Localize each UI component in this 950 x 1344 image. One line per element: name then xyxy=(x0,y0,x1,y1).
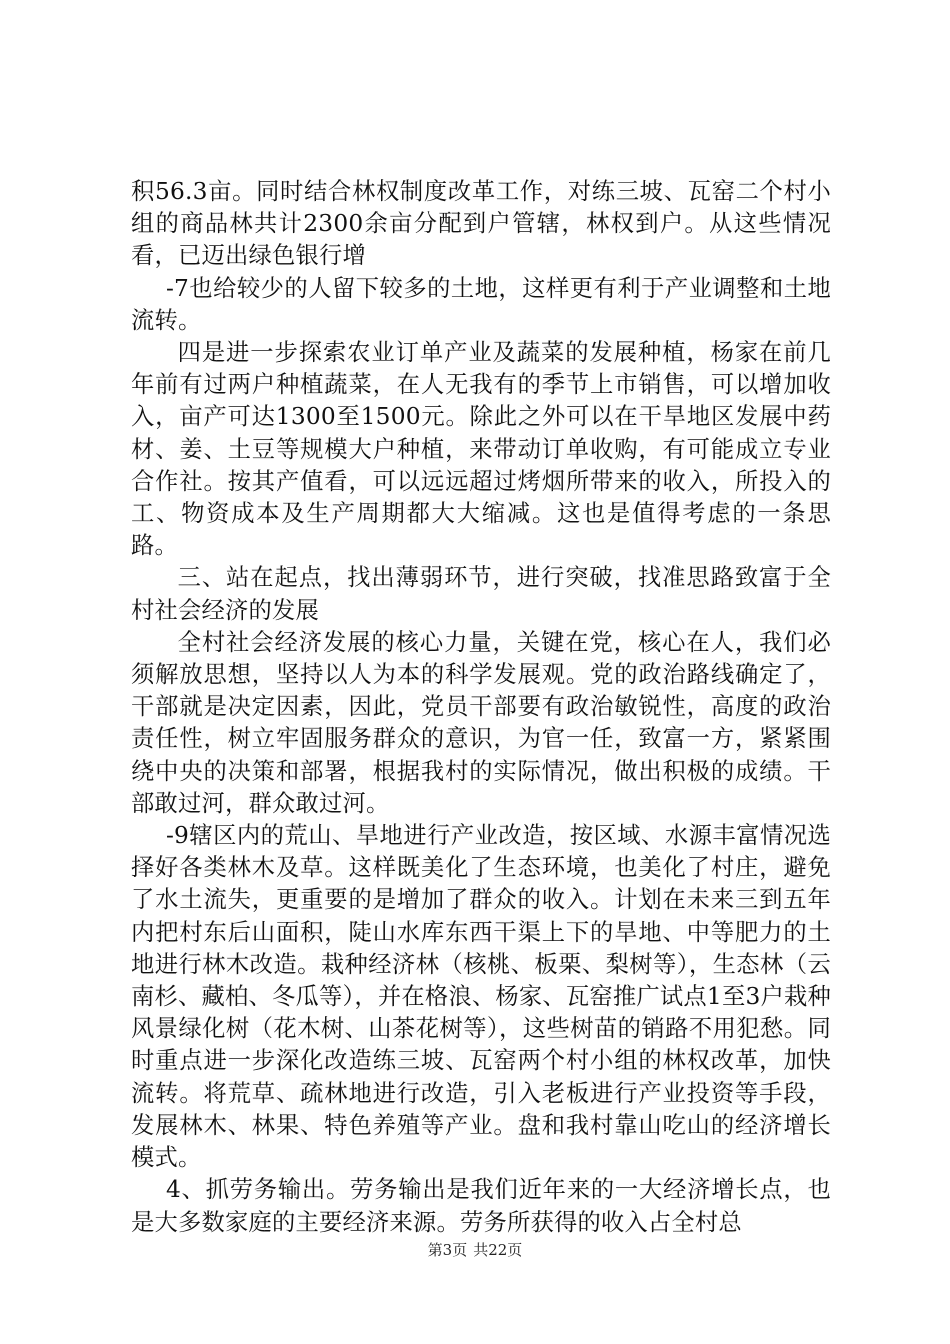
paragraph-order-farming: 四是进一步探索农业订单产业及蔬菜的发展种植，杨家在前几年前有过两户种植蔬菜，在人无我有的季节上市销售，可以增加收入，亩产可达1300至1500元。除此之外可以在干旱地区发展中药材、姜、土豆等规模大户种植，来带动订单收购，有可能成立专业合作社。按其产值看，可以远远超过烤烟所带来的收入，所投入的工、物资成本及生产周期都大大缩减。这也是值得考虑的一条思路。 xyxy=(131,339,831,560)
page-number: 第3页 xyxy=(427,1241,468,1259)
paragraph-core-strength: 全村社会经济发展的核心力量，关键在党，核心在人，我们必须解放思想，坚持以人为本的科学发展观。党的政治路线确定了，干部就是决定因素，因此，党员干部要有政治敏锐性，高度的政治责任性，树立牢固服务群众的意识，为官一任，致富一方，紧紧围绕中央的决策和部署，根据我村的实际情况，做出积极的成绩。干部敢过河，群众敢过河。 xyxy=(131,628,831,817)
page-total: 共22页 xyxy=(473,1241,523,1259)
paragraph-labor-export: 4、抓劳务输出。劳务输出是我们近年来的一大经济增长点，也是大多数家庭的主要经济来源。劳务所获得的收入占全村总 xyxy=(131,1176,831,1236)
paragraph-continuation: 积56.3亩。同时结合林权制度改革工作，对练三坡、瓦窑二个村小组的商品林共计2300余亩分配到户管辖，林权到户。从这些情况看，已迈出绿色银行增 xyxy=(131,178,831,270)
section-heading-three: 三、站在起点，找出薄弱环节，进行突破，找准思路致富于全村社会经济的发展 xyxy=(131,564,831,624)
paragraph-fragment-9: -9辖区内的荒山、旱地进行产业改造，按区域、水源丰富情况选择好各类林木及草。这样既美化了生态环境，也美化了村庄，避免了水土流失，更重要的是增加了群众的收入。计划在未来三到五年内把村东后山面积，陡山水库东西干渠上下的旱地、中等肥力的土地进行林木改造。栽种经济林（核桃、板栗、梨树等），生态林（云南杉、藏柏、冬瓜等），并在格浪、杨家、瓦窑推广试点1至3户栽种风景绿化树（花木树、山茶花树等），这些树苗的销路不用犯愁。同时重点进一步深化改造练三坡、瓦窑两个村小组的林权改革，加快流转。将荒草、疏林地进行改造，引入老板进行产业投资等手段，发展林木、林果、特色养殖等产业。盘和我村靠山吃山的经济增长模式。 xyxy=(131,822,831,1172)
paragraph-fragment-7: -7也给较少的人留下较多的土地，这样更有利于产业调整和土地流转。 xyxy=(131,274,831,334)
document-body xyxy=(131,176,831,1239)
page-footer xyxy=(0,1239,950,1260)
